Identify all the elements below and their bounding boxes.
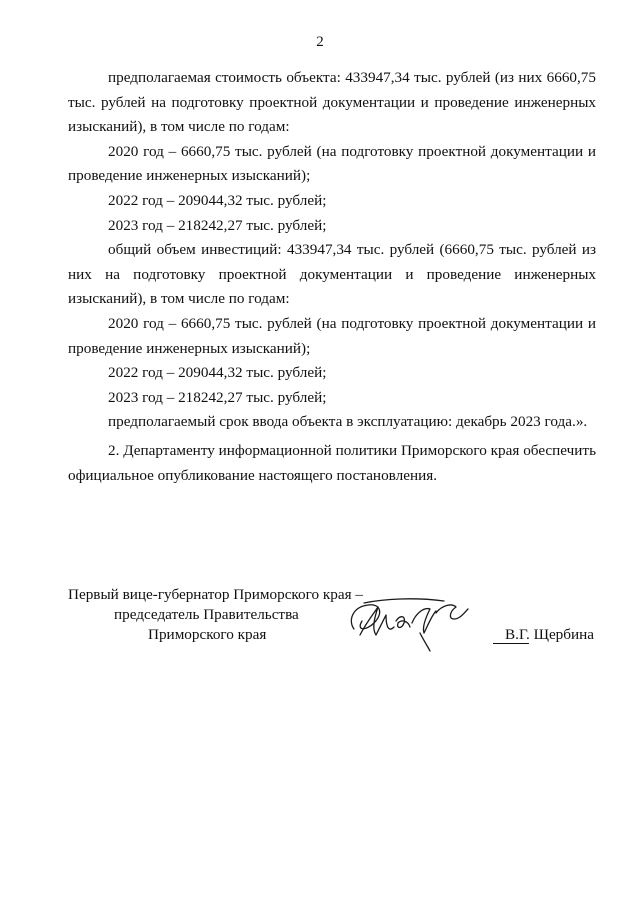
signer-name: В.Г. Щербина <box>505 626 594 643</box>
paragraph-estimated-cost: предполагаемая стоимость объекта: 433947,34 тыс. рублей (из них 6660,75 тыс. рублей на подготовку проектной документации и проведение инженерных изысканий), в том числе по годам: <box>68 69 596 136</box>
paragraph-commissioning-date: предполагаемый срок ввода объекта в эксплуатацию: декабрь 2023 года.». <box>108 413 588 431</box>
paragraph-cost-2022: 2022 год – 209044,32 тыс. рублей; <box>108 191 327 209</box>
paragraph-investment-2023: 2023 год – 218242,27 тыс. рублей; <box>108 388 327 406</box>
paragraph-investment-2020: 2020 год – 6660,75 тыс. рублей (на подготовку проектной документации и проведение инженерных изысканий); <box>68 314 596 357</box>
paragraph-cost-2020: 2020 год – 6660,75 тыс. рублей (на подготовку проектной документации и проведение инженерных изысканий); <box>68 142 596 185</box>
paragraph-investment-2022: 2022 год – 209044,32 тыс. рублей; <box>108 364 327 382</box>
signer-title-line-2: председатель Правительства <box>114 606 299 623</box>
signer-title-line-3: Приморского края <box>148 626 267 643</box>
paragraph-total-investment: общий объем инвестиций: 433947,34 тыс. рублей (6660,75 тыс. рублей из них на подготовку проектной документации и проведение инженерных изысканий), в том числе по годам: <box>68 241 596 308</box>
paragraph-cost-2023: 2023 год – 218242,27 тыс. рублей; <box>108 216 327 234</box>
signer-title-line-1: Первый вице-губернатор Приморского края – <box>68 586 363 603</box>
signature-block <box>68 585 596 665</box>
handwritten-signature <box>344 593 474 655</box>
paragraph-publication-order: 2. Департаменту информационной политики Приморского края обеспечить официальное опубликование настоящего постановления. <box>68 441 596 484</box>
page-number: 2 <box>316 34 324 50</box>
document-body <box>68 66 596 488</box>
